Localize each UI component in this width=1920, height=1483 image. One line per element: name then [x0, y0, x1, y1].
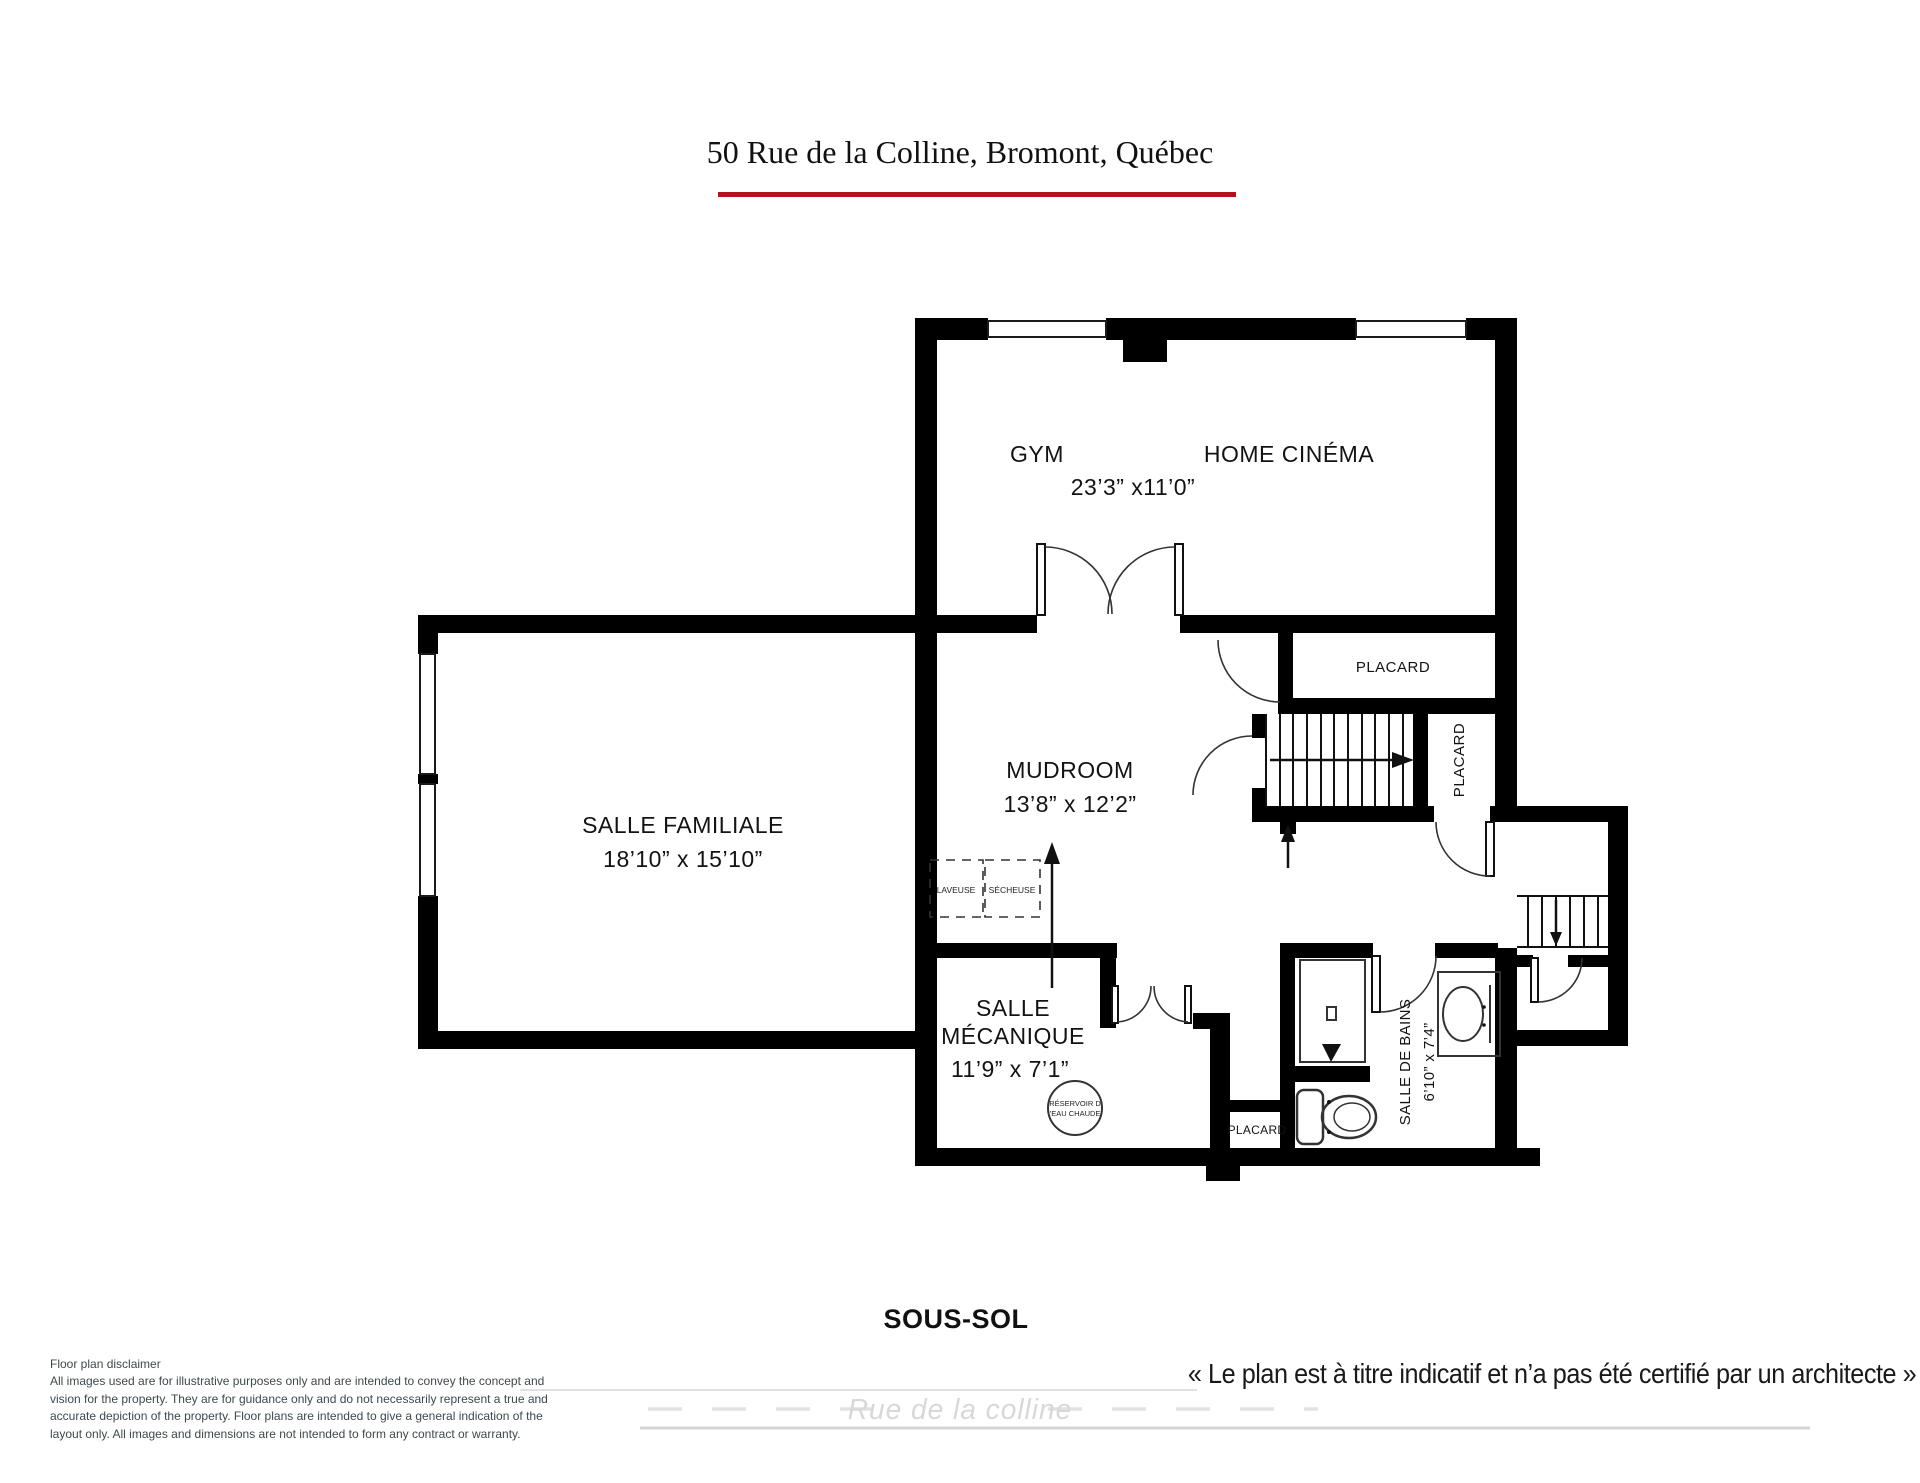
level-label: SOUS-SOL	[883, 1304, 1029, 1334]
water-heater	[1048, 1081, 1102, 1135]
main-staircase	[1266, 714, 1414, 806]
toilet	[1297, 1090, 1376, 1144]
home-cinema-label: HOME CINÉMA	[1203, 441, 1375, 467]
reservoir-label-line2: ’EAU CHAUDE	[1049, 1109, 1101, 1118]
disclaimer-body: All images used are for illustrative purposes only and are intended to convey the concept and vision for the property. They are for guidance only and do not necessarily represent a true and accurate depiction of the property. Floor plans are intended to give a general indication of the layout only. All images and dimensions are not intended to form any contract or warranty.	[50, 1374, 548, 1441]
secheuse-label: SÉCHEUSE	[988, 885, 1036, 895]
placard-top-label: PLACARD	[1355, 659, 1431, 676]
street-name: Rue de la colline	[847, 1394, 1073, 1426]
salle-mecanique-label-line2: MÉCANIQUE	[941, 1023, 1085, 1049]
salle-familiale-dims: 18’10” x 15’10”	[603, 846, 763, 872]
disclaimer-title: Floor plan disclaimer	[50, 1357, 161, 1371]
mudroom-up-arrowhead	[1044, 842, 1060, 864]
sink	[1438, 972, 1500, 1056]
salle-mecanique-dims: 11’9” x 7’1”	[950, 1056, 1070, 1082]
laveuse-label: LAVEUSE	[936, 885, 976, 895]
reservoir-label-line1: RÉSERVOIR D	[1049, 1099, 1101, 1108]
mudroom-dims: 13’8” x 12’2”	[1003, 791, 1137, 817]
gym-dims: 23’3” x11’0”	[1070, 474, 1196, 500]
salle-mecanique-label-line1: SALLE	[975, 995, 1051, 1021]
entry-staircase	[1517, 896, 1608, 947]
entry-down-arrowhead	[1550, 932, 1562, 946]
certification-note: « Le plan est à titre indicatif et n’a pas été certifié par un architecte »	[1187, 1358, 1916, 1389]
salle-familiale-label: SALLE FAMILIALE	[582, 812, 784, 838]
circulation-arrows	[1044, 824, 1295, 988]
page-title: 50 Rue de la Colline, Bromont, Québec	[706, 134, 1214, 170]
salle-de-bains-label: SALLE DE BAINS	[1397, 998, 1414, 1126]
gym-label: GYM	[1010, 441, 1064, 467]
shower	[1300, 960, 1365, 1062]
disclaimer-block	[50, 1356, 567, 1443]
placard-right-label: PLACARD	[1451, 722, 1468, 798]
placard-small-label: PLACARD	[1227, 1123, 1287, 1137]
salle-de-bains-dims: 6’10” x 7’4”	[1421, 1022, 1438, 1102]
mudroom-label: MUDROOM	[1006, 757, 1134, 783]
